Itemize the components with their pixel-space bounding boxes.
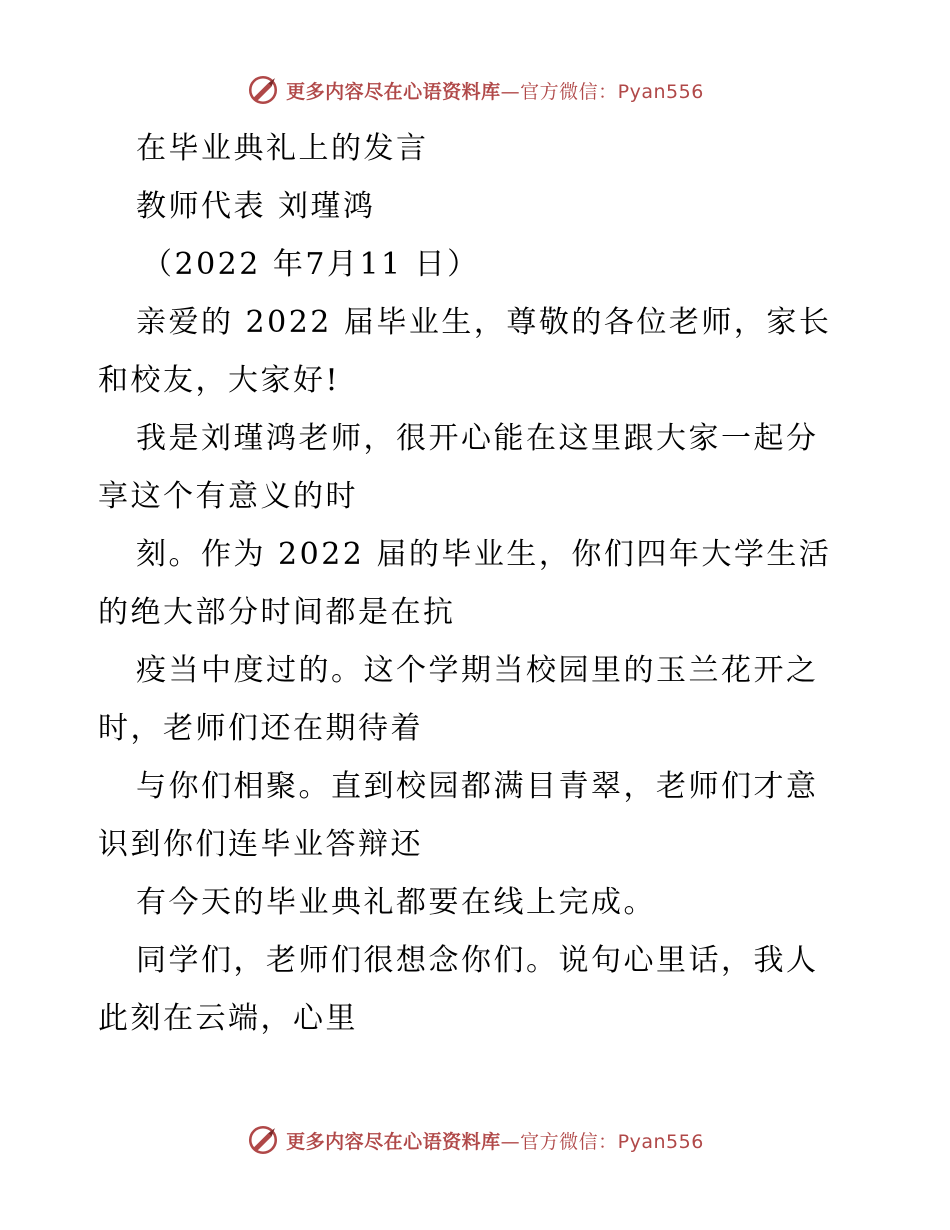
text-line: 同学们，老师们很想念你们。说句心里话，我人 bbox=[136, 943, 819, 978]
banner-dash: — bbox=[500, 1130, 521, 1153]
text-line: 我是刘瑾鸿老师，很开心能在这里跟大家一起分 bbox=[136, 421, 819, 456]
banner-wechat: 官方微信：Pyan556 bbox=[520, 80, 704, 103]
banner-site-name: 更多内容尽在心语资料库 bbox=[286, 80, 501, 103]
logo-pen-icon bbox=[246, 1123, 280, 1157]
banner-text bbox=[286, 77, 704, 104]
banner-text bbox=[286, 1127, 704, 1154]
text-line: 与你们相聚。直到校园都满目青翠，老师们才意 bbox=[136, 769, 819, 804]
date-line: （2022 年7月11 日） bbox=[142, 247, 480, 282]
text-line: 的绝大部分时间都是在抗 bbox=[98, 595, 456, 630]
document-body bbox=[98, 120, 858, 1048]
text-line: 此刻在云端，心里 bbox=[98, 1001, 358, 1036]
banner-wechat: 官方微信：Pyan556 bbox=[520, 1130, 704, 1153]
text-line: 和校友，大家好! bbox=[98, 363, 341, 398]
header-banner bbox=[0, 70, 950, 110]
speech-title: 在毕业典礼上的发言 bbox=[136, 131, 429, 166]
text-line: 时，老师们还在期待着 bbox=[98, 711, 423, 746]
footer-banner bbox=[0, 1120, 950, 1160]
text-line: 享这个有意义的时 bbox=[98, 479, 358, 514]
text-line: 亲爱的 2022 届毕业生，尊敬的各位老师，家长 bbox=[136, 305, 832, 340]
banner-dash: — bbox=[500, 80, 521, 103]
banner-site-name: 更多内容尽在心语资料库 bbox=[286, 1130, 501, 1153]
text-line: 刻。作为 2022 届的毕业生，你们四年大学生活 bbox=[136, 537, 832, 572]
text-line: 有今天的毕业典礼都要在线上完成。 bbox=[136, 885, 656, 920]
text-line: 识到你们连毕业答辩还 bbox=[98, 827, 423, 862]
logo-pen-icon bbox=[246, 73, 280, 107]
text-line: 疫当中度过的。这个学期当校园里的玉兰花开之 bbox=[136, 653, 819, 688]
speaker-line: 教师代表 刘瑾鸿 bbox=[136, 189, 376, 224]
